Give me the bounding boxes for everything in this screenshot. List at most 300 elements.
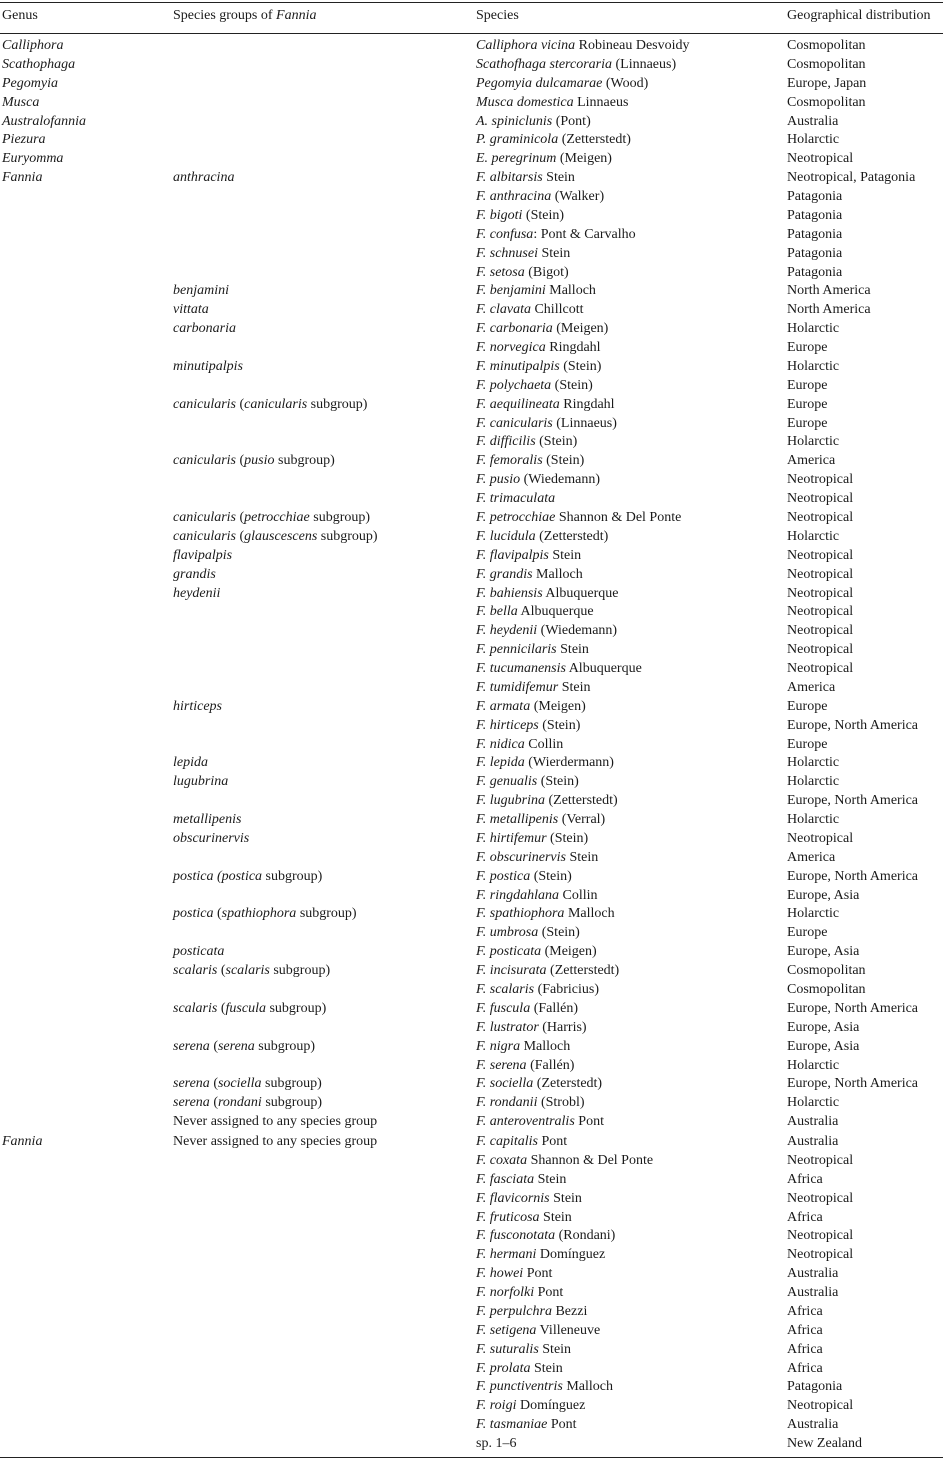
table-row — [0, 810, 943, 829]
species-group-cell-part: subgroup) — [309, 510, 371, 525]
species-cell-part: F. setigena — [476, 1322, 537, 1338]
species-group-cell-part: ( — [217, 963, 226, 979]
species-cell — [476, 621, 617, 640]
species-cell-part: F. grandis — [476, 566, 533, 582]
species-cell-part: F. serena — [476, 1057, 527, 1073]
species-cell — [476, 319, 608, 338]
genus-cell — [2, 130, 46, 149]
species-cell — [476, 904, 615, 923]
species-cell-part: (Stein) — [551, 377, 593, 393]
species-cell-part: (Wood) — [602, 75, 649, 91]
species-cell-part: (Rondani) — [555, 1228, 616, 1244]
genus-name: Musca — [2, 94, 40, 110]
species-cell-part: F. spathiophora — [476, 906, 565, 922]
species-group-cell-part: vittata — [173, 302, 209, 318]
distribution-cell: Neotropical — [787, 1247, 854, 1263]
species-cell-part: F. sociella — [476, 1076, 534, 1092]
species-cell-part: F. flavipalpis — [476, 547, 549, 563]
table-bottom-rule — [0, 1457, 943, 1458]
species-cell — [476, 149, 612, 168]
table-row — [0, 1434, 943, 1453]
table-row — [0, 678, 943, 697]
distribution-cell: Australia — [787, 1266, 839, 1282]
species-group-cell-part: ( — [236, 396, 245, 412]
species-cell-part: Stein — [539, 1209, 572, 1225]
species-cell — [476, 357, 601, 376]
distribution-cell: Africa — [787, 1341, 823, 1357]
distribution-cell: America — [787, 679, 836, 695]
species-cell — [476, 1245, 605, 1264]
species-cell-part: F. hirticeps — [476, 717, 539, 733]
species-cell — [476, 999, 578, 1018]
genus-name: Piezura — [2, 132, 46, 148]
header-species-groups-genus: Fannia — [276, 8, 317, 23]
distribution-cell: Neotropical — [787, 510, 854, 525]
distribution-cell: Europe — [787, 377, 828, 393]
table-row — [0, 36, 943, 55]
species-cell — [476, 867, 572, 886]
distribution-cell: Australia — [787, 1114, 839, 1130]
distribution-cell: New Zealand — [787, 1436, 863, 1452]
genus-name: Australofannia — [2, 113, 87, 129]
species-cell — [476, 546, 581, 565]
species-cell — [476, 961, 619, 980]
distribution-cell: Holarctic — [787, 434, 840, 450]
species-cell — [476, 565, 583, 584]
distribution-cell: Europe, North America — [787, 793, 919, 809]
species-cell-part: (Zetterstedt) — [535, 528, 609, 544]
species-cell — [476, 206, 564, 225]
table-row — [0, 395, 943, 414]
species-group-cell-part: ( — [236, 453, 245, 469]
species-cell-part: Villeneuve — [536, 1322, 601, 1338]
table-top-rule — [0, 2, 943, 3]
distribution-cell: Europe, Asia — [787, 944, 860, 960]
species-cell — [476, 489, 555, 508]
species-cell-part: F. bigoti — [476, 207, 523, 223]
table-row — [0, 55, 943, 74]
species-cell-part: Linnaeus — [573, 94, 629, 110]
distribution-cell: Holarctic — [787, 132, 840, 148]
table-row — [0, 1396, 943, 1415]
species-cell-part: (Pont) — [552, 113, 591, 129]
species-cell-part: Malloch — [532, 566, 583, 582]
species-group-cell-part: subgroup) — [269, 963, 331, 979]
species-cell-part: Shannon & Del Ponte — [555, 510, 682, 525]
species-group-cell-part: canicularis — [173, 396, 236, 412]
distribution-cell: Patagonia — [787, 245, 843, 261]
distribution-cell: Holarctic — [787, 358, 840, 374]
species-cell — [476, 923, 580, 942]
table-row — [0, 904, 943, 923]
species-group-cell — [173, 281, 229, 300]
table-row — [0, 1321, 943, 1340]
table-row — [0, 1056, 943, 1075]
species-cell-part: Albuquerque — [542, 585, 619, 601]
distribution-cell: Europe, Asia — [787, 1038, 860, 1054]
distribution-cell: Holarctic — [787, 755, 840, 771]
species-cell — [476, 848, 598, 867]
species-cell-part: Pont — [523, 1266, 553, 1282]
species-group-cell-part: heydenii — [173, 585, 221, 601]
species-group-cell-part: lugubrina — [173, 774, 229, 790]
species-cell-part: Collin — [524, 736, 564, 752]
genus-cell — [2, 74, 58, 93]
table-row — [0, 489, 943, 508]
species-group-cell-part: subgroup) — [261, 1095, 323, 1111]
species-cell — [476, 980, 599, 999]
species-group-cell-part: canicularis — [173, 528, 236, 544]
table-row — [0, 527, 943, 546]
table-row — [0, 791, 943, 810]
species-cell-part: Shannon & Del Ponte — [527, 1152, 654, 1168]
species-cell-part: F. lepida — [476, 755, 525, 771]
species-group-cell-part: minutipalpis — [173, 358, 244, 374]
distribution-cell: Holarctic — [787, 528, 840, 544]
species-cell — [476, 508, 681, 527]
species-cell-part: (Stein) — [538, 717, 581, 733]
species-cell — [476, 716, 580, 735]
distribution-cell: Neotropical — [787, 623, 854, 639]
distribution-cell: Neotropical — [787, 547, 854, 563]
species-cell — [476, 1359, 563, 1378]
distribution-cell: America — [787, 453, 836, 469]
species-group-cell — [173, 168, 234, 187]
species-cell-part: F. suturalis — [476, 1341, 539, 1357]
species-cell-part: : Pont & Carvalho — [533, 226, 636, 242]
table-row — [0, 753, 943, 772]
species-cell-part: F. posticata — [476, 944, 542, 960]
species-cell-part: Stein — [537, 245, 571, 261]
genus-cell — [2, 55, 75, 74]
species-cell — [476, 602, 594, 621]
table-row — [0, 1377, 943, 1396]
distribution-cell: Neotropical — [787, 830, 854, 846]
table-row — [0, 1302, 943, 1321]
distribution-cell: Neotropical — [787, 1190, 854, 1206]
species-group-cell-part: postica (postica — [173, 868, 263, 884]
species-cell-part: F. aequilineata — [476, 396, 560, 412]
genus-name: Euryomma — [2, 151, 64, 167]
species-group-cell-part: flavipalpis — [173, 547, 233, 563]
table-row — [0, 1226, 943, 1245]
species-group-cell-part: obscurinervis — [173, 830, 250, 846]
species-cell-part: (Stein) — [530, 868, 572, 884]
distribution-cell: Africa — [787, 1171, 823, 1187]
species-group-cell-part: anthracina — [173, 170, 235, 186]
genus-cell — [2, 1132, 42, 1151]
table-row — [0, 961, 943, 980]
table-row — [0, 923, 943, 942]
distribution-cell: Neotropical — [787, 1228, 854, 1244]
species-cell-part: F. fasciata — [476, 1171, 535, 1187]
table-row — [0, 735, 943, 754]
species-cell — [476, 678, 590, 697]
species-cell-part: Malloch — [545, 283, 596, 299]
header-species: Species — [476, 8, 519, 23]
species-group-cell-part: scalaris — [173, 1000, 218, 1016]
header-rule — [0, 33, 943, 34]
species-cell-part: F. confusa — [476, 226, 534, 242]
distribution-cell: Patagonia — [787, 264, 843, 280]
species-cell-part: Albuquerque — [517, 604, 594, 620]
distribution-cell: Patagonia — [787, 207, 843, 223]
species-group-cell-part: subgroup) — [262, 868, 323, 884]
species-group-cell — [173, 810, 241, 829]
species-group-cell-part: subgroup) — [307, 396, 368, 412]
table-row — [0, 716, 943, 735]
species-group-cell-part: ( — [209, 1076, 218, 1092]
genus-cell — [2, 93, 39, 112]
table-row — [0, 1018, 943, 1037]
table-row — [0, 546, 943, 565]
species-group-cell-part: scalaris — [225, 963, 270, 979]
table-row — [0, 432, 943, 451]
distribution-cell: Patagonia — [787, 226, 843, 242]
table-row — [0, 376, 943, 395]
species-cell-part: (Stein) — [559, 358, 602, 374]
distribution-cell: Australia — [787, 1285, 839, 1301]
genus-name: Scathophaga — [2, 56, 76, 72]
distribution-cell: Africa — [787, 1322, 823, 1338]
species-cell-part: Malloch — [562, 1379, 613, 1395]
species-cell-part: F. incisurata — [476, 963, 547, 979]
species-cell — [476, 584, 618, 603]
species-cell — [476, 942, 597, 961]
species-cell — [476, 130, 631, 149]
species-cell — [476, 93, 628, 112]
species-cell — [476, 432, 577, 451]
distribution-cell: Europe — [787, 340, 828, 356]
species-cell — [476, 187, 604, 206]
table-row — [0, 93, 943, 112]
species-cell — [476, 659, 642, 678]
species-cell-part: (Stein) — [546, 830, 589, 846]
table-row — [0, 338, 943, 357]
table-row — [0, 1340, 943, 1359]
species-cell-part: Stein — [549, 1190, 582, 1206]
distribution-cell: Australia — [787, 113, 839, 129]
species-cell — [476, 55, 676, 74]
species-cell-part: F. setosa — [476, 264, 525, 280]
distribution-cell: Europe — [787, 698, 828, 714]
species-cell-part: (Stein) — [535, 434, 578, 450]
distribution-cell: Europe, Asia — [787, 1019, 860, 1035]
table-row — [0, 1170, 943, 1189]
species-cell-part: Pont — [537, 1134, 568, 1150]
species-cell-part: (Zetterstedt) — [558, 132, 631, 148]
species-group-cell — [173, 753, 208, 772]
species-cell-part: Stein — [558, 679, 591, 695]
species-cell-part: (Stein) — [537, 774, 579, 790]
species-cell-part: F. norfolki — [476, 1285, 535, 1301]
species-group-cell — [173, 867, 322, 886]
species-cell-part: F. petrocchiae — [476, 510, 556, 525]
species-cell-part: F. obscurinervis — [476, 849, 566, 865]
species-cell-part: (Stein) — [522, 207, 565, 223]
genus-cell — [2, 149, 63, 168]
table-row — [0, 829, 943, 848]
distribution-cell: Europe, North America — [787, 1000, 919, 1016]
species-cell-part: Stein — [534, 1171, 567, 1187]
species-cell-part: Calliphora vicina — [476, 38, 576, 53]
species-cell-part: F. minutipalpis — [476, 358, 560, 374]
species-cell-part: Malloch — [520, 1038, 571, 1054]
species-group-cell — [173, 829, 249, 848]
species-cell-part: Albuquerque — [565, 661, 642, 677]
species-cell-part: Pont — [574, 1114, 604, 1130]
species-cell-part: Stein — [565, 849, 599, 865]
table-row — [0, 1264, 943, 1283]
table-row — [0, 980, 943, 999]
species-cell-part: Pegomyia dulcamarae — [476, 75, 603, 91]
species-group-cell — [173, 904, 357, 923]
distribution-cell: Australia — [787, 1417, 839, 1433]
species-group-cell — [173, 451, 335, 470]
distribution-cell: Europe, Japan — [787, 75, 867, 91]
species-cell-part: (Wiedemann) — [537, 623, 618, 639]
species-cell — [476, 395, 615, 414]
distribution-cell: Neotropical, Patagonia — [787, 170, 916, 186]
species-group-cell-part: ( — [236, 510, 245, 525]
species-cell — [476, 451, 584, 470]
species-group-cell — [173, 395, 367, 414]
species-cell-part: F. carbonaria — [476, 321, 553, 337]
species-group-cell-part: fuscula — [225, 1000, 266, 1016]
table-row — [0, 187, 943, 206]
table-row — [0, 1359, 943, 1378]
species-cell — [476, 1226, 615, 1245]
species-cell-part: F. scalaris — [476, 982, 535, 997]
species-cell — [476, 281, 596, 300]
species-group-cell-part: Never assigned to any species group — [173, 1114, 378, 1130]
table-row — [0, 225, 943, 244]
table-row — [0, 357, 943, 376]
species-cell — [476, 414, 617, 433]
distribution-cell: Holarctic — [787, 812, 840, 828]
species-cell-part: (Stein) — [538, 925, 580, 941]
species-group-cell-part: scalaris — [173, 963, 218, 979]
species-group-cell — [173, 999, 326, 1018]
table-row — [0, 263, 943, 282]
species-group-cell-part: subgroup) — [254, 1038, 316, 1054]
species-group-cell-part: serena — [173, 1076, 210, 1092]
distribution-cell: Europe, North America — [787, 717, 919, 733]
table-row — [0, 414, 943, 433]
species-cell-part: Domínguez — [516, 1398, 586, 1414]
table-row — [0, 244, 943, 263]
species-cell-part: F. howei — [476, 1266, 524, 1282]
species-cell-part: F. armata — [476, 698, 531, 714]
genus-name: Fannia — [2, 170, 43, 186]
species-cell-part: F. polychaeta — [476, 377, 552, 393]
species-cell — [476, 1283, 563, 1302]
species-cell-part: (Meigen) — [530, 698, 586, 714]
table-row — [0, 1415, 943, 1434]
table-row — [0, 886, 943, 905]
species-cell-part: Malloch — [564, 906, 615, 922]
species-cell-part: F. tucumanensis — [476, 661, 566, 677]
distribution-cell: Holarctic — [787, 906, 840, 922]
distribution-cell: Neotropical — [787, 642, 854, 658]
species-cell — [476, 225, 636, 244]
table-row — [0, 319, 943, 338]
species-group-cell-part: serena — [173, 1038, 210, 1054]
header-species-groups — [173, 7, 317, 25]
species-group-cell-part: canicularis — [173, 453, 236, 469]
species-cell — [476, 1264, 552, 1283]
species-cell-part: (Verral) — [558, 812, 606, 828]
species-cell — [476, 829, 588, 848]
species-cell-part: F. tasmaniae — [476, 1417, 548, 1433]
species-cell-part: Chillcott — [530, 302, 584, 318]
species-cell-part: F. flavicornis — [476, 1190, 550, 1206]
header-genus: Genus — [2, 8, 38, 23]
table-row — [0, 112, 943, 131]
species-cell-part: F. capitalis — [476, 1134, 538, 1150]
table-row — [0, 168, 943, 187]
species-cell — [476, 263, 569, 282]
species-group-cell-part: glauscescens — [244, 528, 318, 544]
species-cell — [476, 470, 600, 489]
species-cell-part: F. clavata — [476, 302, 531, 318]
species-cell-part: (Meigen) — [541, 944, 597, 960]
species-cell-part: F. canicularis — [476, 415, 553, 431]
species-cell-part: (Meigen) — [552, 321, 609, 337]
table-row — [0, 942, 943, 961]
species-cell-part: F. albitarsis — [476, 170, 543, 186]
species-group-cell — [173, 1037, 315, 1056]
species-group-cell-part: ( — [213, 906, 222, 922]
distribution-cell: Africa — [787, 1209, 823, 1225]
species-cell-part: F. pusio — [476, 472, 521, 488]
table-row — [0, 508, 943, 527]
species-cell — [476, 697, 586, 716]
species-cell-part: F. schnusei — [476, 245, 538, 261]
species-cell — [476, 1302, 587, 1321]
distribution-cell: Europe, North America — [787, 868, 919, 884]
species-cell-part: (Wiedemann) — [520, 472, 600, 488]
species-cell-part: F. ringdahlana — [476, 887, 559, 903]
table-row — [0, 1037, 943, 1056]
species-group-cell — [173, 961, 330, 980]
species-cell-part: (Linnaeus) — [552, 415, 617, 431]
species-group-cell-part: Never assigned to any species group — [173, 1134, 378, 1150]
genus-cell — [2, 112, 86, 131]
distribution-cell: Europe — [787, 396, 828, 412]
species-cell-part: F. bahiensis — [476, 585, 543, 601]
species-cell — [476, 338, 601, 357]
species-cell-part: Robineau Desvoidy — [575, 38, 690, 53]
table-row — [0, 1093, 943, 1112]
species-group-cell — [173, 1112, 377, 1131]
species-cell-part: (Zeterstedt) — [533, 1076, 603, 1092]
distribution-cell: Patagonia — [787, 1379, 843, 1395]
species-cell-part: Collin — [558, 887, 598, 903]
species-cell-part: Stein — [538, 1341, 572, 1357]
species-group-cell-part: ( — [217, 1000, 226, 1016]
species-group-cell — [173, 1074, 322, 1093]
distribution-cell: Neotropical — [787, 585, 854, 601]
distribution-cell: Europe, Asia — [787, 887, 860, 903]
table-row — [0, 1189, 943, 1208]
distribution-cell: Neotropical — [787, 151, 854, 167]
distribution-cell: North America — [787, 283, 871, 299]
species-cell — [476, 1074, 602, 1093]
species-group-cell-part: serena — [217, 1038, 255, 1054]
species-cell-part: (Bigot) — [524, 264, 569, 280]
species-cell-part: F. tumidifemur — [476, 679, 559, 695]
